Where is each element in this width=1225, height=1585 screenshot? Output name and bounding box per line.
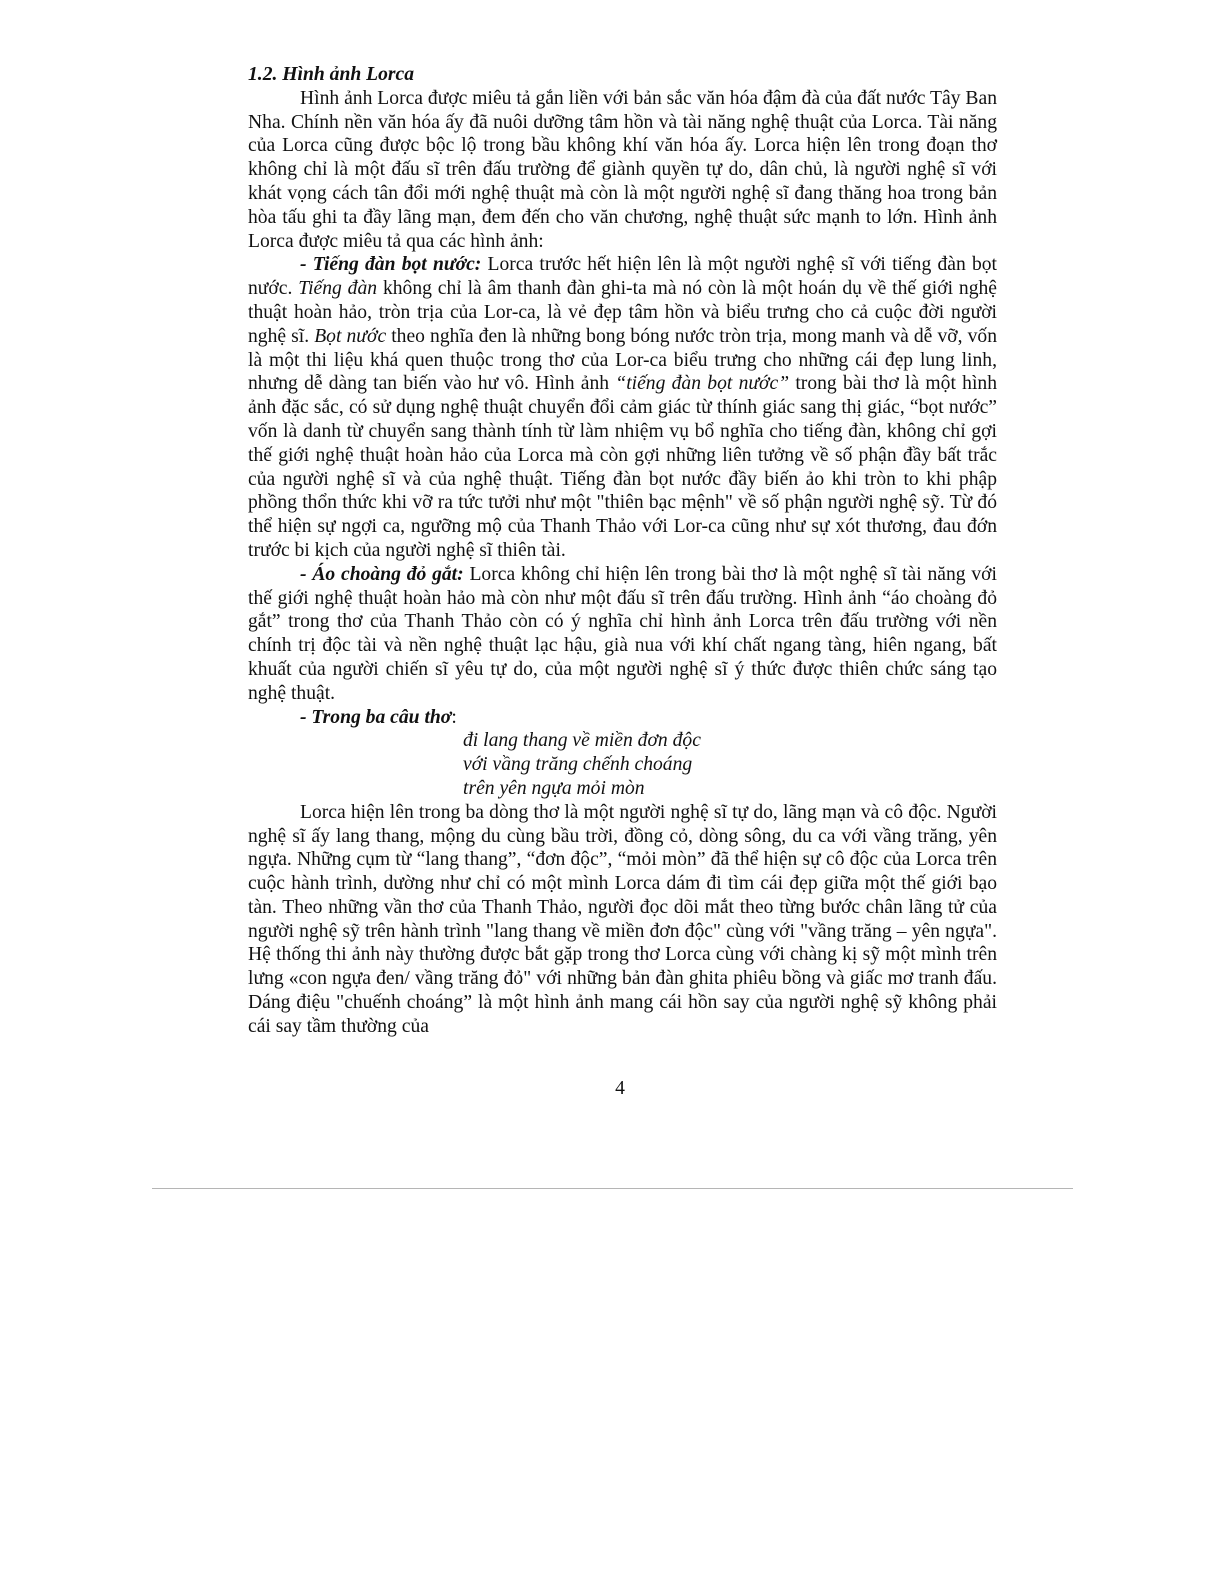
poem-line: đi lang thang về miền đơn độc	[463, 730, 701, 752]
paragraph-text: Lorca không chỉ hiện lên trong bài thơ là một nghệ sĩ tài năng với thế giới nghệ thuật hoàn hảo mà còn như một đấu sĩ trên đấu trường. Hình ảnh “áo choàng đỏ gắt” trong thơ của Thanh Thảo còn có ý nghĩa chỉ hình ảnh Lorca trên đấu trường với nền chính trị độc tài và nền nghệ thuật lạc hậu, già nua với khí chất ngang tàng, hiên ngang, bất khuất của người chiến sĩ yêu tự do, của một người nghệ sĩ ý thức được thiên chức sáng tạo nghệ thuật.	[248, 563, 997, 704]
italic-quote: “tiếng đàn bọt nước”	[615, 373, 790, 395]
paragraph-poem-analysis: Lorca hiện lên trong ba dòng thơ là một người nghệ sĩ tự do, lãng mạn và cô độc. Người nghệ sĩ ấy lang thang, mộng du cùng bầu trời, đồng cỏ, dòng sông, du ca với vầng trăng, yên ngựa. Những cụm từ “lang thang”, “đơn độc”, “mỏi mòn” đã thể hiện sự cô độc của Lorca trên cuộc hành trình, dường như chỉ có một mình Lorca dám đi tìm cái đẹp giữa một thế giới bạo tàn. Theo những vần thơ của Thanh Thảo, người đọc dõi mắt theo từng bước chân lãng tử của người nghệ sỹ trên hành trình "lang thang về miền đơn độc" cùng với "vầng trăng – yên ngựa". Hệ thống thi ảnh này thường được bắt gặp trong thơ Lorca cùng với chàng kị sỹ một mình trên lưng «con ngựa đen/ vầng trăng đỏ" với những bản đàn ghita phiêu bồng và giấc mơ tranh đấu. Dáng điệu "chuếnh choáng” là một hình ảnh mang cái hồn say của người nghệ sỹ không phải cái say tầm thường của	[248, 801, 997, 1037]
paragraph-text: không chỉ là âm thanh đàn ghi-ta mà nó còn là một hoán dụ về thế giới nghệ thuật hoàn hảo, tròn trịa của Lor-ca, là vẻ đẹp tâm hồn và biểu trưng cho cả cuộc đời người nghệ sĩ.	[248, 278, 997, 347]
poem-excerpt	[248, 729, 997, 800]
lead-tieng-dan-bot-nuoc: - Tiếng đàn bọt nước:	[300, 254, 482, 276]
paragraph-text: trong bài thơ là một hình ảnh đặc sắc, có sử dụng nghệ thuật chuyển đổi cảm giác từ thính giác sang thị giác, “bọt nước” vốn là danh từ chuyển sang thành tính từ làm nhiệm vụ bổ nghĩa cho tiếng đàn, không chỉ gợi thế giới nghệ thuật hoàn hảo của Lorca mà còn gợi những liên tưởng về số phận đầy bất trắc của người nghệ sĩ và của nghệ thuật. Tiếng đàn bọt nước đầy biến ảo khi tròn to khi phập phồng thổn thức khi vỡ ra tức tưởi như một "thiên bạc mệnh" về số phận người nghệ sỹ. Từ đó thể hiện sự ngợi ca, ngưỡng mộ của Thanh Thảo với Lor-ca cũng như sự xót thương, đau đớn trước bi kịch của người nghệ sĩ thiên tài.	[248, 373, 997, 561]
intro-paragraph: Hình ảnh Lorca được miêu tả gắn liền với bản sắc văn hóa đậm đà của đất nước Tây Ban Nha. Chính nền văn hóa ấy đã nuôi dưỡng tâm hồn và tài năng nghệ thuật của Lorca. Tài năng của Lorca cũng được bộc lộ trong bầu không khí văn hóa ấy. Lorca hiện lên trong đoạn thơ không chỉ là một đấu sĩ trên đấu trường để giành quyền tự do, dân chủ, là người nghệ sĩ với khát vọng cách tân đổi mới nghệ thuật mà còn là một người nghệ sĩ đang thăng hoa trong bản hòa tấu ghi ta đầy lãng mạn, đem đến cho văn chương, nghệ thuật sức mạnh to lớn. Hình ảnh Lorca được miêu tả qua các hình ảnh:	[248, 87, 997, 252]
paragraph-trong-ba-cau-tho	[248, 706, 997, 730]
lead-ao-choang-do-gat: - Áo choàng đỏ gắt:	[300, 563, 464, 585]
paragraph-text: Lorca trước hết hiện lên là một người nghệ sĩ với tiếng đàn bọt nước.	[248, 254, 997, 300]
lead-trong-ba-cau-tho: - Trong ba câu thơ	[300, 706, 452, 728]
page-divider	[152, 1188, 1073, 1189]
lead-colon: :	[451, 706, 457, 728]
italic-term: Bọt nước	[314, 325, 387, 347]
page-number: 4	[615, 1078, 625, 1099]
paragraph-text: theo nghĩa đen là những bong bóng nước tròn trịa, mong manh và dễ vỡ, vốn là một thi liệu khá quen thuộc trong thơ của Lor-ca biểu trưng cho những cái đẹp lung linh, nhưng dễ dàng tan biến vào hư vô. Hình ảnh	[248, 325, 997, 395]
section-heading: 1.2. Hình ảnh Lorca	[248, 64, 415, 85]
italic-term: Tiếng đàn	[298, 278, 378, 300]
document-page	[248, 63, 997, 1039]
paragraph-ao-choang-do-gat	[248, 563, 997, 706]
paragraph-tieng-dan-bot-nuoc	[248, 253, 997, 562]
poem-line: trên yên ngựa mỏi mòn	[463, 777, 645, 799]
poem-line: với vầng trăng chếnh choáng	[463, 754, 693, 776]
